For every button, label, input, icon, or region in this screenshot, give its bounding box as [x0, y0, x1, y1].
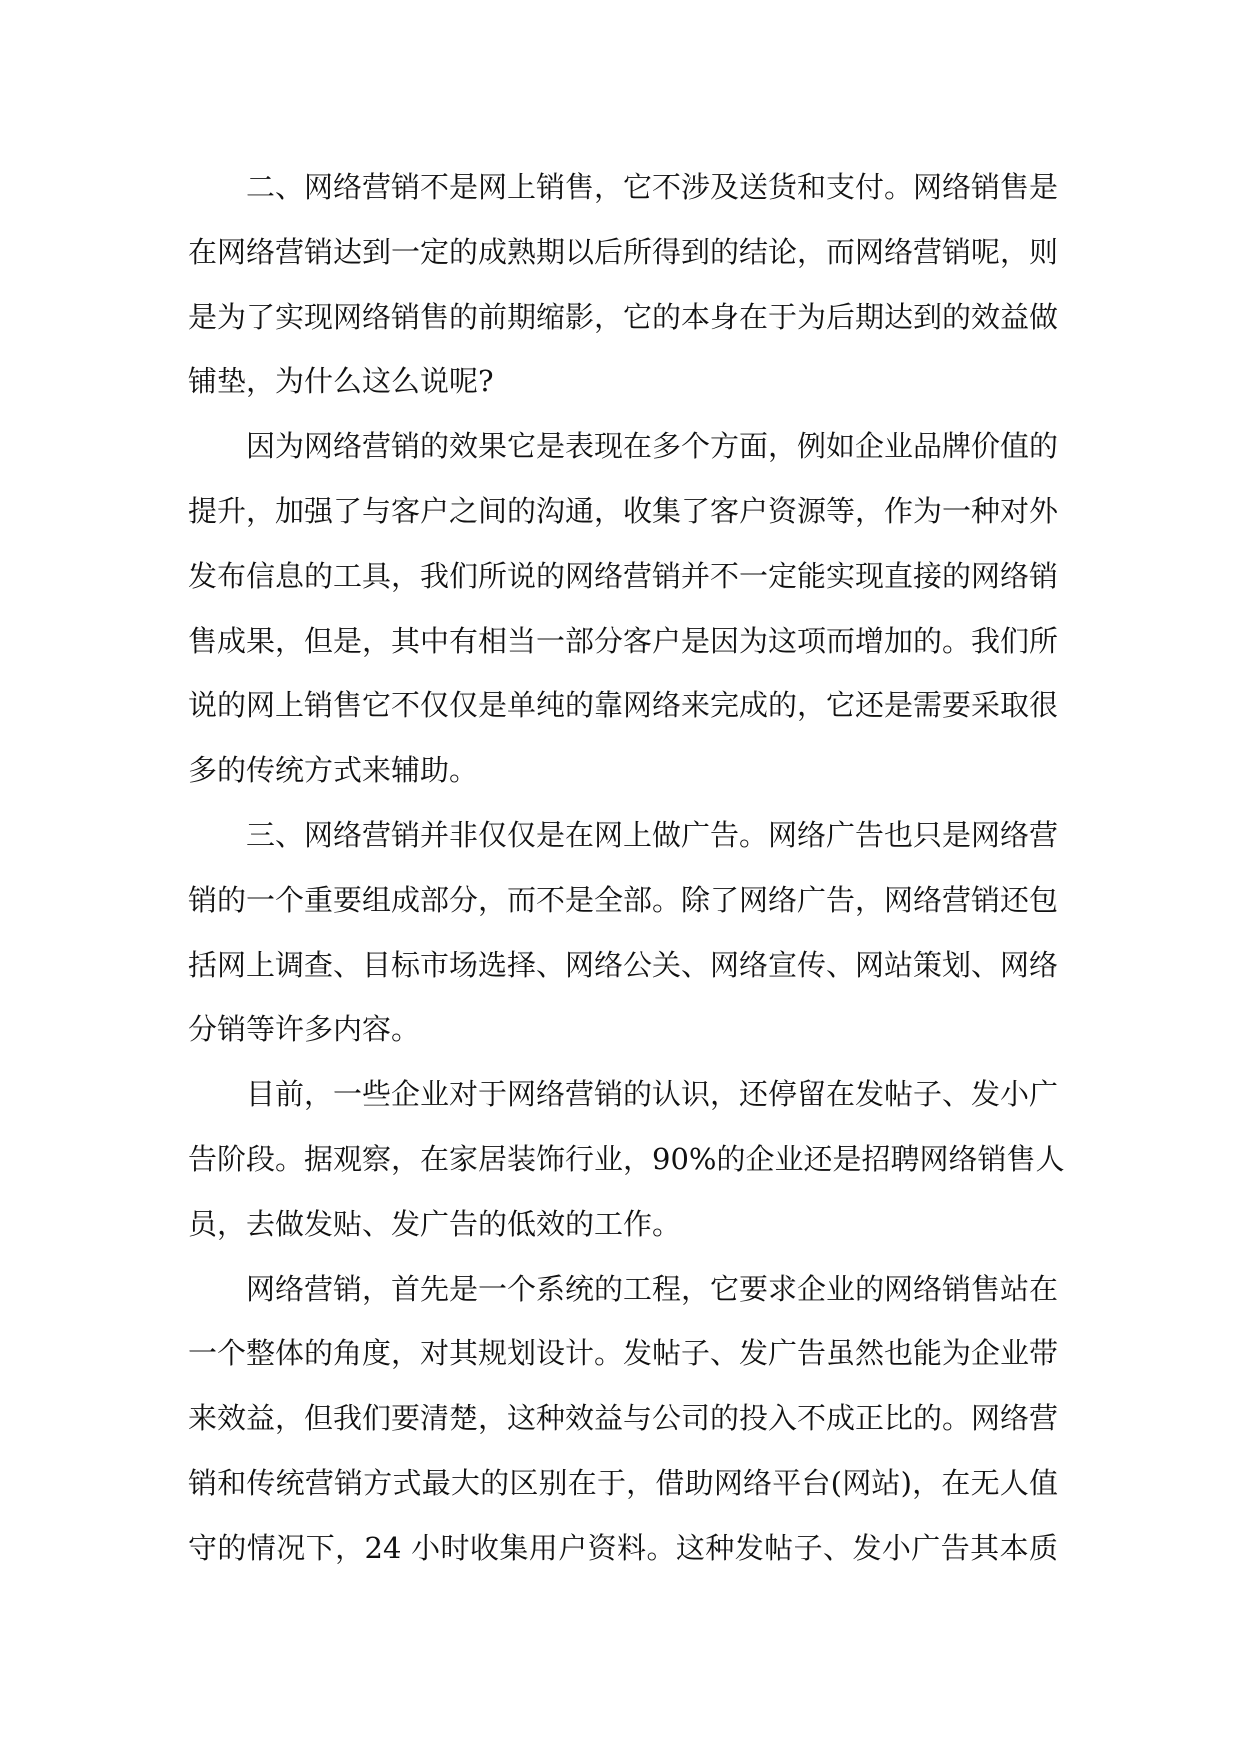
paragraph-line: 三、网络营销并非仅仅是在网上做广告。网络广告也只是网络营 [246, 817, 1059, 852]
paragraph-line: 售成果，但是，其中有相当一部分客户是因为这项而增加的。我们所 [188, 623, 1059, 658]
paragraph-line: 网络营销，首先是一个系统的工程，它要求企业的网络销售站在 [246, 1271, 1059, 1306]
paragraph-line: 来效益，但我们要清楚，这种效益与公司的投入不成正比的。网络营 [188, 1401, 1059, 1436]
paragraph-line: 一个整体的角度，对其规划设计。发帖子、发广告虽然也能为企业带 [188, 1336, 1059, 1371]
paragraph-line: 员，去做发贴、发广告的低效的工作。 [188, 1206, 682, 1241]
paragraph-line: 发布信息的工具，我们所说的网络营销并不一定能实现直接的网络销 [188, 558, 1059, 593]
paragraph-1 [188, 155, 1058, 414]
paragraph-line: 多的传统方式来辅助。 [188, 753, 479, 788]
paragraph-line: 提升，加强了与客户之间的沟通，收集了客户资源等，作为一种对外 [188, 493, 1059, 528]
paragraph-line: 括网上调查、目标市场选择、网络公关、网络宣传、网站策划、网络 [188, 947, 1059, 982]
paragraph-line: 是为了实现网络销售的前期缩影，它的本身在于为后期达到的效益做 [188, 299, 1059, 334]
paragraph-line: 在网络营销达到一定的成熟期以后所得到的结论，而网络营销呢，则 [188, 234, 1059, 269]
paragraph-line: 二、网络营销不是网上销售，它不涉及送货和支付。网络销售是 [246, 170, 1059, 204]
paragraph-line: 目前，一些企业对于网络营销的认识，还停留在发帖子、发小广 [246, 1077, 1059, 1112]
paragraph-line: 分销等许多内容。 [188, 1012, 421, 1047]
paragraph-4 [188, 1062, 1065, 1256]
paragraph-line: 销和传统营销方式最大的区别在于，借助网络平台(网站)，在无人值 [188, 1465, 1058, 1500]
paragraph-2 [188, 414, 1058, 803]
paragraph-5 [188, 1257, 1058, 1581]
paragraph-line: 销的一个重要组成部分，而不是全部。除了网络广告，网络营销还包 [188, 882, 1059, 917]
document-body [188, 155, 1065, 1581]
paragraph-line: 铺垫，为什么这么说呢? [188, 364, 494, 399]
paragraph-line: 说的网上销售它不仅仅是单纯的靠网络来完成的，它还是需要采取很 [188, 688, 1059, 723]
paragraph-line: 因为网络营销的效果它是表现在多个方面，例如企业品牌价值的 [246, 429, 1059, 464]
paragraph-line: 告阶段。据观察，在家居装饰行业，90%的企业还是招聘网络销售人 [188, 1141, 1065, 1176]
paragraph-line: 守的情况下，24 小时收集用户资料。这种发帖子、发小广告其本质 [188, 1530, 1058, 1565]
paragraph-3 [188, 803, 1058, 1062]
